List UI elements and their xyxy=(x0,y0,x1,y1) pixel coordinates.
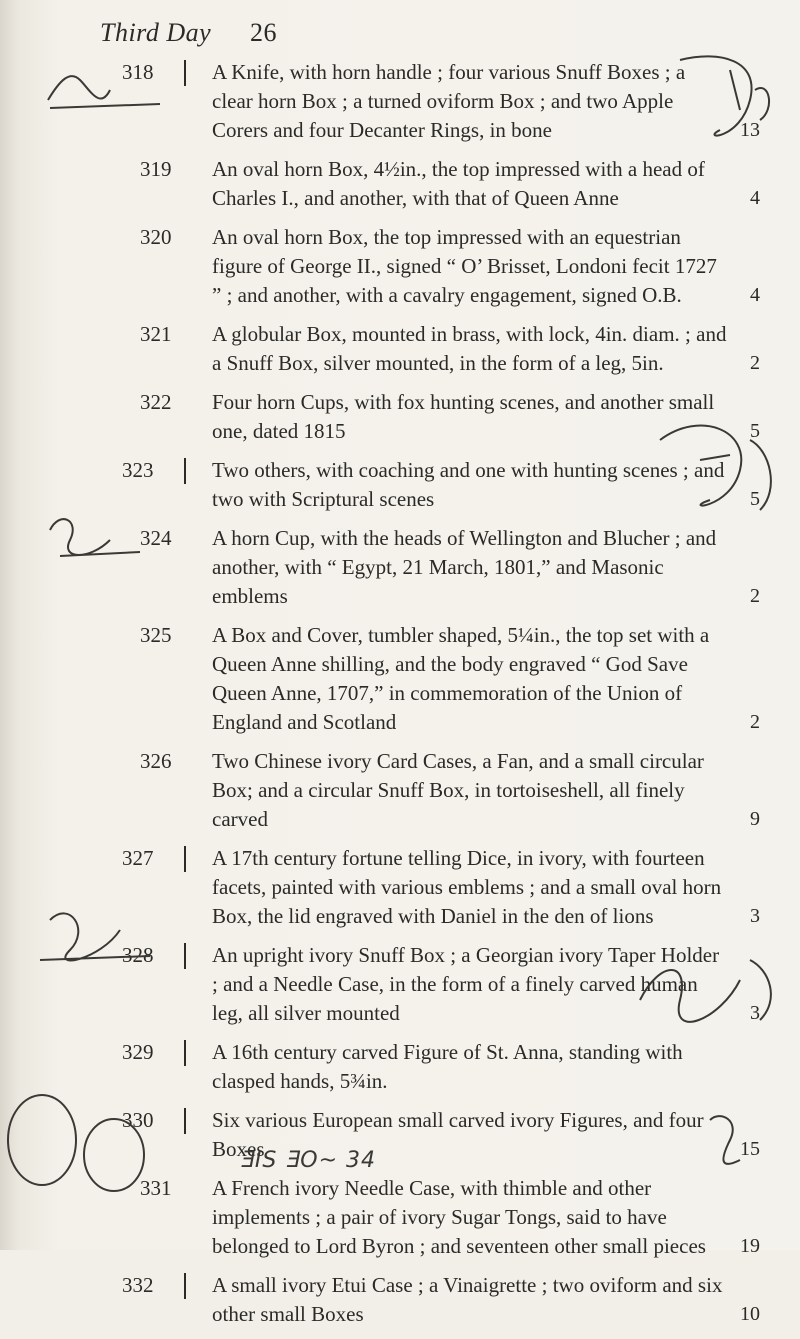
lot-number: 329 xyxy=(122,1038,182,1067)
lot-description: A French ivory Needle Case, with thimble and other implements ; a pair of ivory Sugar Tongs, said to have belonged to Lord Byron ; and seventeen other small pieces xyxy=(212,1176,706,1258)
lot-description: A 17th century fortune telling Dice, in ivory, with fourteen facets, painted with various emblems ; and a small oval horn Box, the lid engraved with Daniel in the den of lions xyxy=(212,846,722,928)
lot-number: 323 xyxy=(122,456,182,485)
lot-price: 15 xyxy=(740,1138,760,1160)
lot-price: 4 xyxy=(750,284,760,306)
lot-price: 3 xyxy=(750,905,760,927)
lot-number: 331 xyxy=(140,1176,172,1200)
lot-number: 321 xyxy=(140,322,172,346)
lot-description: Four horn Cups, with fox hunting scenes, and another small one, dated 1815 xyxy=(212,390,715,443)
lot-332 xyxy=(122,1271,760,1329)
pencil-scribble-top-right xyxy=(660,40,780,150)
page-header xyxy=(100,18,700,52)
handwritten-note-lot330: ƎIS ƎO~ 34 xyxy=(240,1148,376,1173)
lot-number: 328 xyxy=(122,941,182,970)
lot-number: 322 xyxy=(140,390,172,414)
pencil-circle-lot330 xyxy=(2,1085,152,1205)
lot-330 xyxy=(122,1106,760,1164)
pencil-scribble-left-mid xyxy=(40,500,150,570)
lot-number: 330 xyxy=(122,1106,182,1135)
lot-number: 325 xyxy=(140,623,172,647)
lot-description: A Knife, with horn handle ; four various Snuff Boxes ; a clear horn Box ; a turned oviform Box ; and two Apple Corers and four Decanter Rings, in bone xyxy=(212,60,686,142)
lot-description: Two Chinese ivory Card Cases, a Fan, and a small circular Box; and a circular Snuff Box, in tortoiseshell, all finely carved xyxy=(212,749,704,831)
lot-price: 2 xyxy=(750,711,760,733)
lot-327 xyxy=(122,844,760,931)
pencil-scribble-lot327-right xyxy=(620,940,790,1030)
lot-329 xyxy=(122,1038,760,1096)
lot-price: 5 xyxy=(750,488,760,510)
lot-description: A horn Cup, with the heads of Wellington and Blucher ; and another, with “ Egypt, 21 March, 1801,” and Masonic emblems xyxy=(212,526,717,608)
lot-description: A small ivory Etui Case ; a Vinaigrette ; two oviform and six other small Boxes xyxy=(212,1273,723,1326)
lot-price: 2 xyxy=(750,585,760,607)
lot-price: 4 xyxy=(750,187,760,209)
pencil-scribble-mid-right xyxy=(640,410,790,530)
page-number: 26 xyxy=(250,18,277,47)
lot-number: 327 xyxy=(122,844,182,873)
lot-description: Six various European small carved ivory Figures, and four Boxes xyxy=(212,1108,704,1161)
lot-number: 326 xyxy=(140,749,172,773)
lot-326 xyxy=(140,747,760,834)
lot-number: 332 xyxy=(122,1271,182,1300)
lot-description: An oval horn Box, 4½in., the top impressed with a head of Charles I., and another, with that of Queen Anne xyxy=(212,157,705,210)
lot-number: 319 xyxy=(140,157,172,181)
lot-description: A globular Box, mounted in brass, with lock, 4in. diam. ; and a Snuff Box, silver mounted, in the form of a leg, 5in. xyxy=(212,322,727,375)
lot-description: Two others, with coaching and one with hunting scenes ; and two with Scriptural scenes xyxy=(212,458,725,511)
lot-number: 320 xyxy=(140,225,172,249)
pencil-scribble-lot330-right xyxy=(690,1100,770,1180)
lot-320 xyxy=(140,223,760,310)
lot-price: 2 xyxy=(750,352,760,374)
lot-price: 10 xyxy=(740,1303,760,1325)
lot-description: An upright ivory Snuff Box ; a Georgian ivory Taper Holder ; and a Needle Case, in the form of a finely carved human leg, all silver mounted xyxy=(212,943,720,1025)
pencil-scribble-lot327 xyxy=(30,900,160,970)
lot-325 xyxy=(140,621,760,737)
lot-324 xyxy=(140,524,760,611)
lot-319 xyxy=(140,155,760,213)
lot-331 xyxy=(140,1174,760,1261)
lot-description: A 16th century carved Figure of St. Anna, standing with clasped hands, 5¾in. xyxy=(212,1040,683,1093)
lot-description: A Box and Cover, tumbler shaped, 5¼in., the top set with a Queen Anne shilling, and the body engraved “ God Save Queen Anne, 1707,” in commemoration of the Union of England and Scotland xyxy=(212,623,710,734)
lot-price: 5 xyxy=(750,420,760,442)
pencil-scribble-top-left xyxy=(40,60,170,120)
lot-price: 13 xyxy=(740,119,760,141)
lot-number: 324 xyxy=(140,526,172,550)
lot-description: An oval horn Box, the top impressed with an equestrian figure of George II., signed “ O’ Brisset, Londoni fecit 1727 ” ; and another, with a cavalry engagement, signed O.B. xyxy=(212,225,717,307)
lot-price: 3 xyxy=(750,1002,760,1024)
lot-321 xyxy=(140,320,760,378)
lot-price: 9 xyxy=(750,808,760,830)
lot-price: 19 xyxy=(740,1235,760,1257)
section-title: Third Day xyxy=(100,18,212,47)
lot-number: 318 xyxy=(122,58,182,87)
